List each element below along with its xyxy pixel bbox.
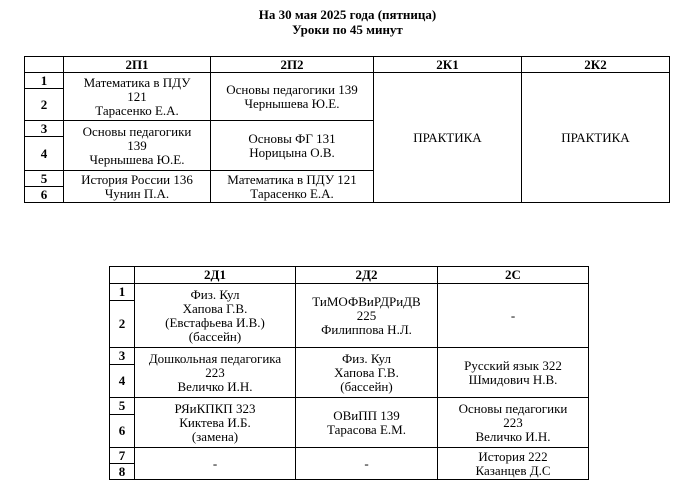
group-header: 2П2 — [211, 57, 374, 73]
subject-line: Основы ФГ 131 — [248, 130, 336, 146]
subject-line: Физ. Кул — [190, 286, 240, 302]
lesson-number: 3 — [110, 348, 135, 365]
teacher-line: Чернышева Ю.Е. — [244, 95, 340, 111]
schedule-table-2 — [109, 266, 589, 480]
lesson-cell — [135, 398, 296, 448]
group-header: 2К1 — [374, 57, 522, 73]
subject-line: Русский язык 322 — [464, 357, 562, 373]
teacher-line: Казанцев Д.С — [475, 462, 551, 478]
lesson-cell — [64, 73, 211, 121]
group-header: 2Д2 — [296, 267, 438, 284]
subject-line: История России 136 — [81, 171, 193, 187]
lesson-cell: - — [438, 284, 589, 348]
room-line: 225 — [356, 307, 377, 323]
teacher-line: Величко И.Н. — [177, 378, 253, 394]
subject-line: ОВиПП 139 — [333, 407, 400, 423]
room-line: 223 — [205, 364, 225, 380]
lesson-cell — [296, 284, 438, 348]
teacher-line: Киктева И.Б. — [179, 414, 251, 430]
lesson-number: 6 — [110, 415, 135, 448]
teacher-line: Шмидович Н.В. — [468, 371, 558, 387]
teacher-line: Хапова Г.В. — [182, 300, 248, 316]
teacher-line: Чернышева Ю.Е. — [89, 151, 185, 167]
corner-cell — [25, 57, 64, 73]
lesson-duration-heading: Уроки по 45 минут — [292, 22, 403, 37]
lesson-cell — [135, 348, 296, 398]
schedule-table-1 — [24, 56, 670, 203]
subject-line: Математика в ПДУ 121 — [227, 171, 357, 187]
subject-line: История 222 — [478, 448, 548, 464]
teacher-line: Тарасенко Е.А. — [95, 102, 179, 118]
teacher-line: Тарасова Е.М. — [327, 421, 406, 437]
lesson-cell — [135, 284, 296, 348]
subject-line: Основы педагогики — [82, 123, 192, 139]
practice-cell: ПРАКТИКА — [374, 73, 522, 203]
teacher-line: Филиппова Н.Л. — [321, 321, 412, 337]
note-line: (замена) — [191, 428, 239, 444]
note-line: (Евстафьева И.В.) — [165, 314, 265, 330]
room-line: 223 — [503, 414, 523, 430]
lesson-number: 1 — [25, 73, 64, 89]
lesson-cell — [211, 73, 374, 121]
teacher-line: Норицына О.В. — [249, 144, 335, 160]
lesson-cell — [438, 448, 589, 480]
subject-line: Основы педагогики — [458, 400, 568, 416]
group-header: 2Д1 — [135, 267, 296, 284]
lesson-number: 6 — [25, 187, 64, 203]
lesson-number: 7 — [110, 448, 135, 464]
lesson-cell — [211, 121, 374, 171]
note-line: (бассейн) — [340, 378, 393, 394]
subject-line: РЯиКПКП 323 — [174, 400, 256, 416]
practice-cell: ПРАКТИКА — [522, 73, 670, 203]
lesson-number: 5 — [25, 171, 64, 187]
room-line: 139 — [127, 137, 147, 153]
subject-line: Основы педагогики 139 — [226, 81, 358, 97]
subject-line: ТиМОФВиРДРиДВ — [312, 293, 421, 309]
lesson-cell: - — [135, 448, 296, 480]
group-header: 2П1 — [64, 57, 211, 73]
teacher-line: Тарасенко Е.А. — [250, 185, 334, 201]
lesson-cell — [64, 121, 211, 171]
teacher-line: Величко И.Н. — [475, 428, 551, 444]
lesson-number: 2 — [25, 89, 64, 121]
lesson-number: 3 — [25, 121, 64, 137]
lesson-cell — [438, 398, 589, 448]
group-header: 2К2 — [522, 57, 670, 73]
lesson-number: 5 — [110, 398, 135, 415]
teacher-line: Чунин П.А. — [104, 185, 170, 201]
lesson-cell — [438, 348, 589, 398]
subject-line: Математика в ПДУ — [83, 74, 191, 90]
date-heading: На 30 мая 2025 года (пятница) — [258, 7, 437, 22]
lesson-cell: - — [296, 448, 438, 480]
lesson-number: 1 — [110, 284, 135, 301]
teacher-line: Хапова Г.В. — [334, 364, 399, 380]
room-line: 121 — [127, 88, 147, 104]
group-header: 2С — [438, 267, 589, 284]
lesson-number: 4 — [25, 137, 64, 171]
lesson-cell — [296, 398, 438, 448]
lesson-cell — [64, 171, 211, 203]
lesson-number: 4 — [110, 365, 135, 398]
note-line: (бассейн) — [188, 328, 242, 344]
lesson-cell — [211, 171, 374, 203]
corner-cell — [110, 267, 135, 284]
lesson-cell — [296, 348, 438, 398]
lesson-number: 8 — [110, 464, 135, 480]
lesson-number: 2 — [110, 301, 135, 348]
subject-line: Физ. Кул — [342, 350, 391, 366]
subject-line: Дошкольная педагогика — [148, 350, 282, 366]
